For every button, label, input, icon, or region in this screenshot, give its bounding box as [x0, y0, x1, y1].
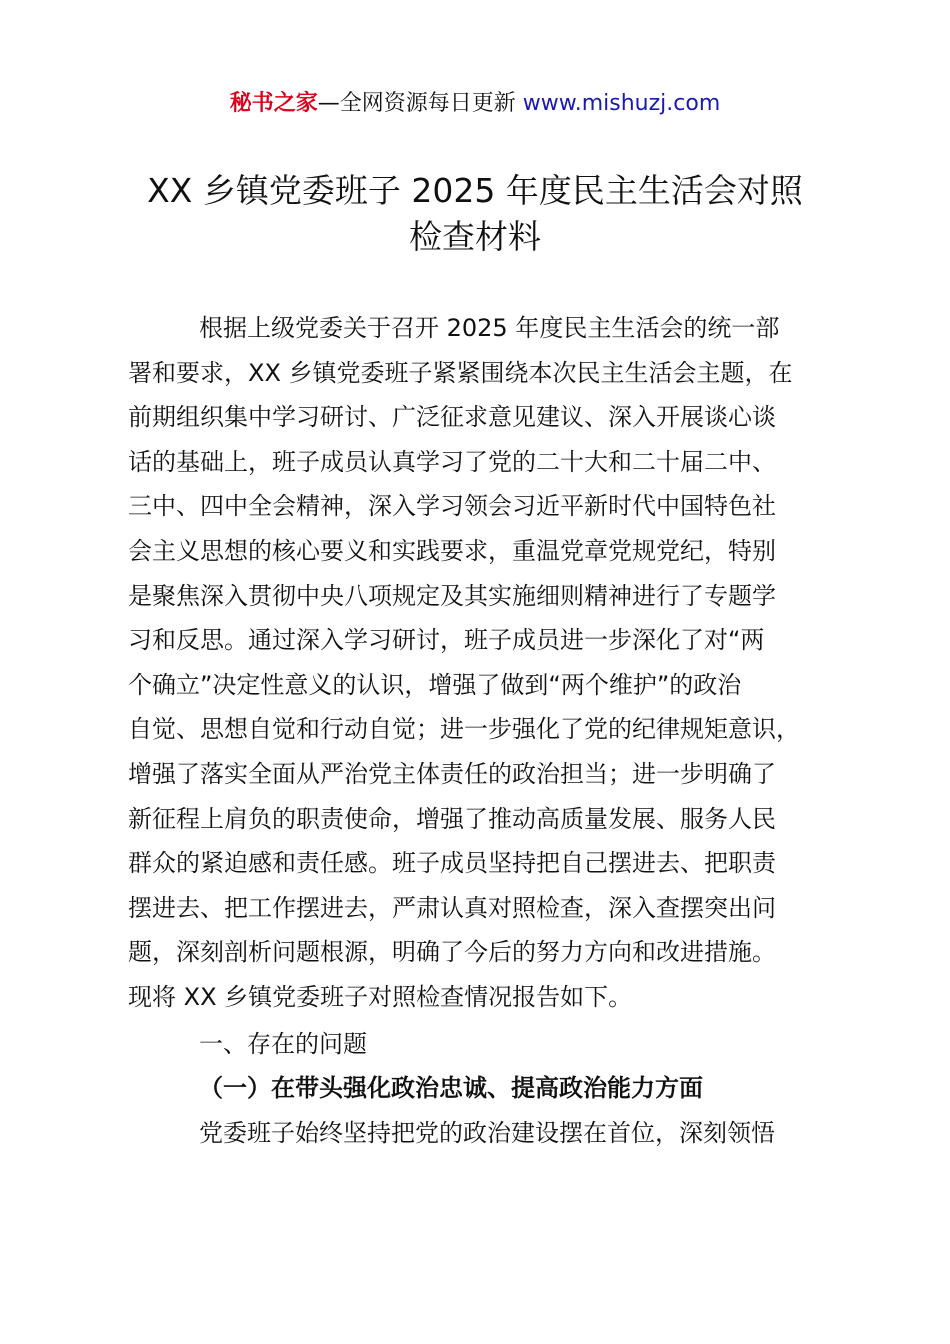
header-slogan: —全网资源每日更新 — [317, 91, 516, 116]
subsection-heading: （一）在带头强化政治忠诚、提高政治能力方面 — [199, 1074, 703, 1102]
paragraph-line: 前期组织集中学习研讨、广泛征求意见建议、深入开展谈心谈 — [128, 403, 776, 432]
paragraph-line: 摆进去、把工作摆进去，严肃认真对照检查，深入查摆突出问 — [128, 893, 776, 922]
paragraph-line: 会主义思想的核心要义和实践要求，重温党章党规党纪，特别 — [128, 536, 776, 565]
site-header — [0, 88, 950, 120]
paragraph-line: 增强了落实全面从严治党主体责任的政治担当；进一步明确了 — [128, 759, 776, 788]
paragraph-line: 题，深刻剖析问题根源，明确了今后的努力方向和改进措施。 — [128, 938, 776, 967]
section-heading: 一、存在的问题 — [199, 1030, 367, 1058]
document-title — [100, 168, 850, 260]
paragraph-line: 群众的紧迫感和责任感。班子成员坚持把自己摆进去、把职责 — [128, 849, 776, 878]
title-line-1: XX 乡镇党委班子 2025 年度民主生活会对照 — [147, 171, 803, 210]
paragraph-line: 署和要求，XX 乡镇党委班子紧紧围绕本次民主生活会主题，在 — [128, 358, 793, 387]
title-line-2: 检查材料 — [409, 217, 541, 256]
paragraph-line: 自觉、思想自觉和行动自觉；进一步强化了党的纪律规矩意识， — [128, 715, 800, 744]
paragraph-line: 习和反思。通过深入学习研讨，班子成员进一步深化了对“两 — [128, 626, 765, 655]
paragraph-line: 三中、四中全会精神，深入学习领会习近平新时代中国特色社 — [128, 492, 776, 521]
paragraph-line: 话的基础上，班子成员认真学习了党的二十大和二十届二中、 — [128, 447, 776, 476]
intro-paragraph — [128, 306, 828, 1020]
site-url-link[interactable]: www.mishuzj.com — [522, 91, 721, 116]
paragraph-line: 新征程上肩负的职责使命，增强了推动高质量发展、服务人民 — [128, 804, 776, 833]
paragraph-line: 党委班子始终坚持把党的政治建设摆在首位，深刻领悟 — [199, 1119, 775, 1147]
paragraph-line: 是聚焦深入贯彻中央八项规定及其实施细则精神进行了专题学 — [128, 581, 776, 610]
brand-name: 秘书之家 — [229, 91, 318, 116]
paragraph-line: 现将 XX 乡镇党委班子对照检查情况报告如下。 — [128, 982, 633, 1011]
paragraph-line: 根据上级党委关于召开 2025 年度民主生活会的统一部 — [199, 314, 780, 342]
paragraph-line: 个确立”决定性意义的认识，增强了做到“两个维护”的政治 — [128, 670, 742, 699]
